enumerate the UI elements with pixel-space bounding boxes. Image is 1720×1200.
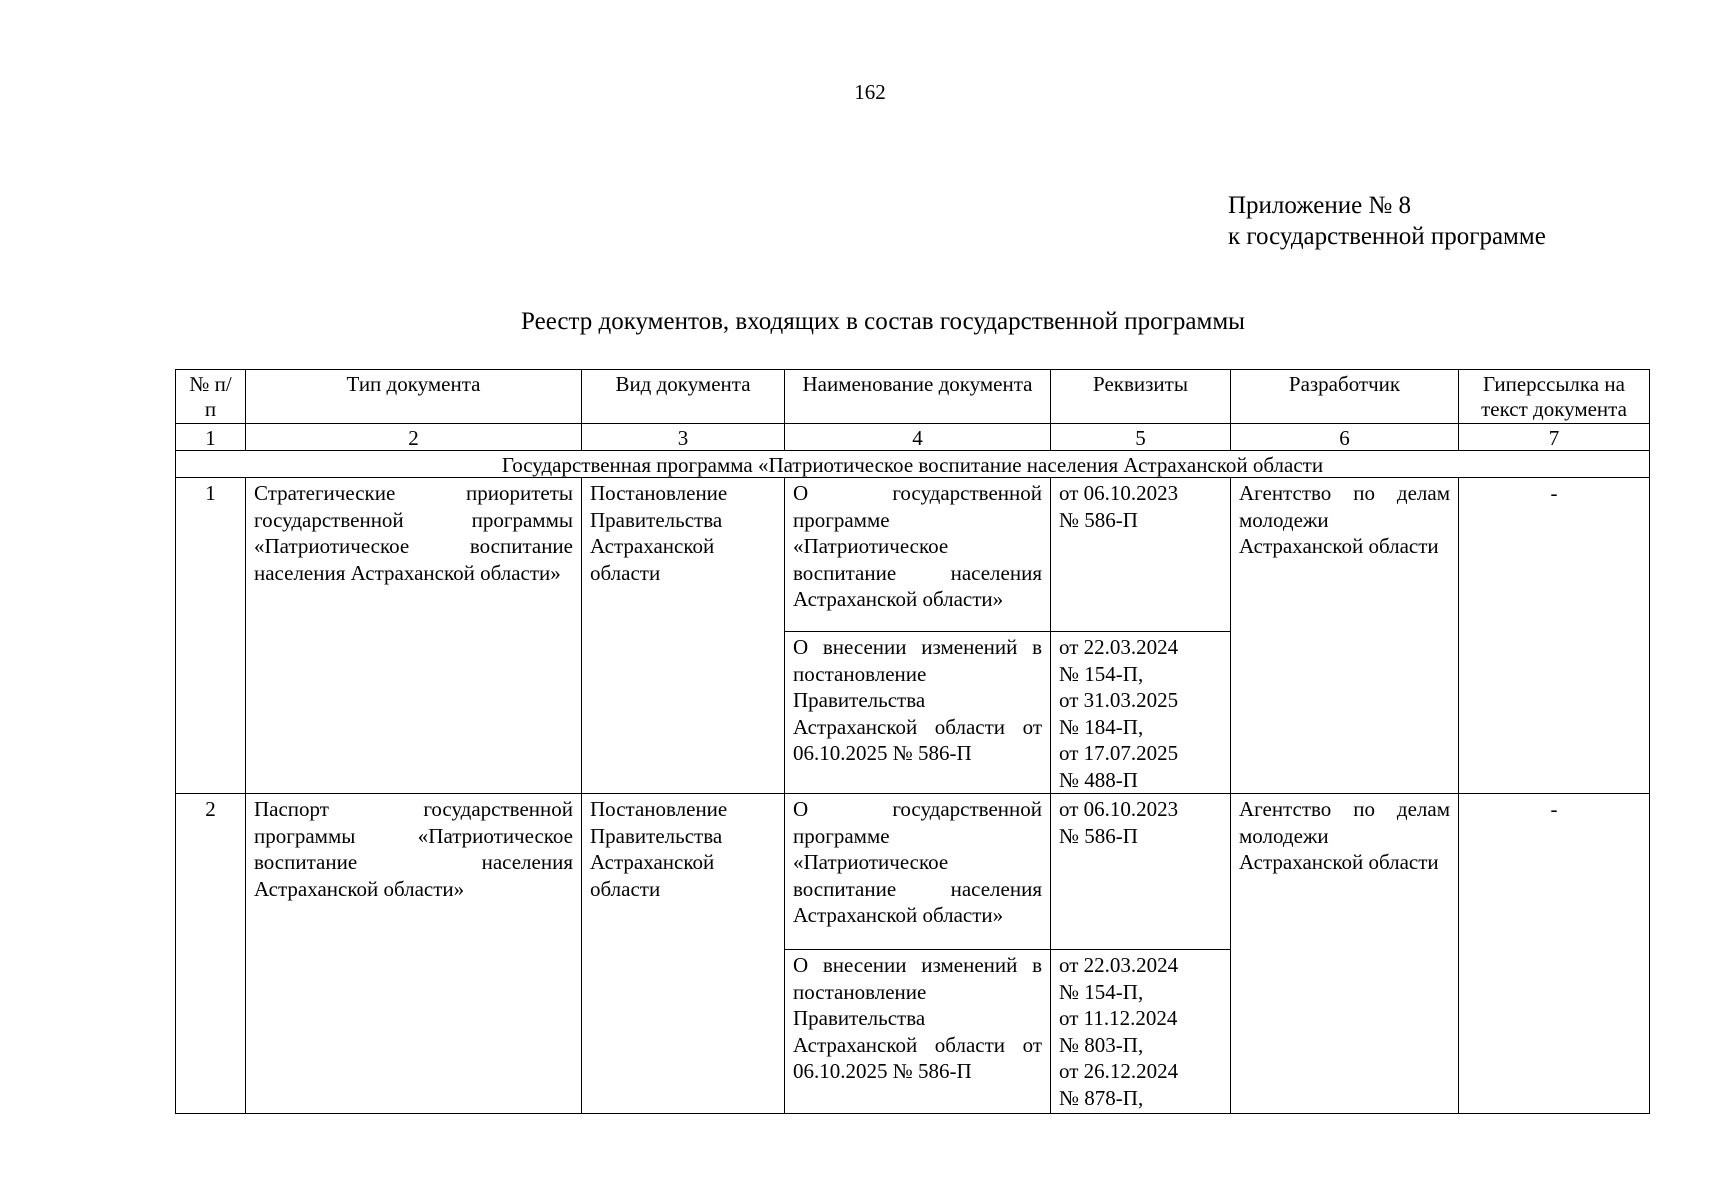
section-title: Государственная программа «Патриотическое воспитание населения Астраханской области <box>176 451 1650 478</box>
column-number-cell: 6 <box>1231 424 1459 451</box>
doc-name-cell: О государственной программе «Патриотическое воспитание населения Астраханской области» <box>785 478 1051 632</box>
doc-details-cell <box>1051 794 1231 950</box>
details-line: № 488-П <box>1059 767 1138 792</box>
details-line: № 586-П <box>1059 823 1138 848</box>
doc-kind-cell: Постановление Правительства Астраханской области <box>582 794 785 1114</box>
developer-cell: Агентство по делам молодежи Астраханской области <box>1231 794 1459 1114</box>
doc-name-cell: О внесении изменений в постановление Правительства Астраханской области от 06.10.2025 № 586-П <box>785 950 1051 1114</box>
column-number-cell: 3 <box>582 424 785 451</box>
appendix-line-1: Приложение № 8 <box>1228 192 1412 219</box>
column-number-cell: 4 <box>785 424 1051 451</box>
column-number-row <box>176 424 1650 451</box>
header-row <box>176 370 1650 424</box>
details-line: № 154-П, <box>1059 979 1144 1004</box>
header-cell: № п/п <box>176 370 246 424</box>
header-cell: Вид документа <box>582 370 785 424</box>
appendix-note <box>1228 190 1546 252</box>
registry-table <box>175 369 1650 1114</box>
details-line: № 878-П, <box>1059 1085 1144 1110</box>
row-number: 2 <box>176 794 246 1114</box>
column-number-cell: 1 <box>176 424 246 451</box>
document-title: Реестр документов, входящих в состав государственной программы <box>521 308 1245 335</box>
table-row <box>176 794 1650 950</box>
doc-name-cell: О внесении изменений в постановление Правительства Астраханской области от 06.10.2025 № 586-П <box>785 632 1051 794</box>
details-line: № 184-П, <box>1059 714 1144 739</box>
page-number: 162 <box>854 80 886 104</box>
details-line: № 154-П, <box>1059 661 1144 686</box>
details-line: № 803-П, <box>1059 1032 1144 1057</box>
section-row <box>176 451 1650 478</box>
header-cell: Тип документа <box>246 370 582 424</box>
header-cell: Разработчик <box>1231 370 1459 424</box>
header-cell: Реквизиты <box>1051 370 1231 424</box>
details-line: от 11.12.2024 <box>1059 1006 1178 1030</box>
appendix-line-2: к государственной программе <box>1228 223 1546 250</box>
doc-kind-cell: Постановление Правительства Астраханской области <box>582 478 785 794</box>
details-line: от 22.03.2024 <box>1059 953 1179 977</box>
row-number: 1 <box>176 478 246 794</box>
developer-cell: Агентство по делам молодежи Астраханской области <box>1231 478 1459 794</box>
doc-type-cell: Стратегические приоритеты государственной программы «Патриотическое воспитание населения Астраханской области» <box>246 478 582 794</box>
details-line: от 22.03.2024 <box>1059 635 1179 659</box>
details-line: от 06.10.2023 <box>1059 797 1179 821</box>
details-line: от 31.03.2025 <box>1059 688 1179 712</box>
doc-details-cell <box>1051 478 1231 632</box>
details-line: № 586-П <box>1059 507 1138 532</box>
column-number-cell: 2 <box>246 424 582 451</box>
doc-details-cell <box>1051 632 1231 794</box>
table-row <box>176 478 1650 632</box>
column-number-cell: 5 <box>1051 424 1231 451</box>
doc-details-cell <box>1051 950 1231 1114</box>
hyperlink-cell: - <box>1459 794 1650 1114</box>
header-cell: Наименование документа <box>785 370 1051 424</box>
details-line: от 26.12.2024 <box>1059 1059 1179 1083</box>
column-number-cell: 7 <box>1459 424 1650 451</box>
doc-type-cell: Паспорт государственной программы «Патриотическое воспитание населения Астраханской области» <box>246 794 582 1114</box>
hyperlink-cell: - <box>1459 478 1650 794</box>
details-line: от 17.07.2025 <box>1059 741 1179 765</box>
header-cell: Гиперссылка на текст документа <box>1459 370 1650 424</box>
doc-name-cell: О государственной программе «Патриотическое воспитание населения Астраханской области» <box>785 794 1051 950</box>
details-line: от 06.10.2023 <box>1059 481 1179 505</box>
